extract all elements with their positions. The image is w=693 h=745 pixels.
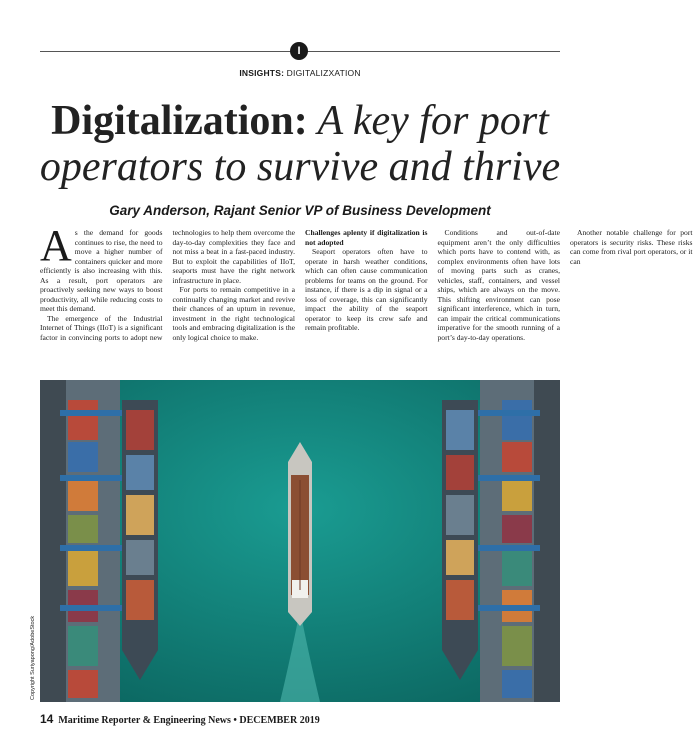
byline: Gary Anderson, Rajant Senior VP of Business Development xyxy=(109,203,491,218)
article-headline xyxy=(20,98,580,190)
article-body xyxy=(40,221,693,350)
paragraph-2: The emergence of the Industrial Internet of Things (IIoT) is a significant factor in convincing ports to adopt new technologies to help them overcome the day-to-day complexities they face and not miss a beat in a fast-paced industry. But to exploit the capabilities of IIoT, seaports must have the right network infrastructure in place. xyxy=(40,228,295,343)
paragraph-6: Another notable challenge for port operators is security risks. These risks can come from rival port operators, or it can xyxy=(570,228,693,266)
headline-strong: Digitalization: xyxy=(51,98,308,144)
paragraph-5: Conditions and out-of-date equipment aren’t the only difficulties which ports have to contend with, as complex environments often have lots of moving parts such as cranes, vehicles, staff, containers, and vessel ships, which are always on the move. This shifting environment can pose significant interference, which in turn, can impair the critical communications imperative for the smooth running of a port’s day-to-day operations. xyxy=(437,228,560,343)
section-tag xyxy=(0,68,600,78)
section-tag-bold: INSIGHTS: xyxy=(239,68,285,78)
right-ship-cargo xyxy=(446,410,474,620)
paragraph-1-text: s the demand for goods continues to rise, the need to move a higher number of containers quicker and more efficiently is also increasing with this. As a result, port operators are proactively seeking new ways to boost productivity, all while reducing costs to meet this demand. xyxy=(40,228,163,314)
publication-info: Maritime Reporter & Engineering News • DECEMBER 2019 xyxy=(58,715,320,726)
paragraph-3: For ports to remain competitive in a continually changing market and revive their chances of an upturn in revenue, investment in the right technological tools and embracing digitalization is the only logical choice to make. xyxy=(172,285,295,343)
page-number: 14 xyxy=(40,712,54,726)
section-badge-icon: I xyxy=(290,42,308,60)
paragraph-1 xyxy=(40,221,163,314)
center-vessel xyxy=(288,442,312,626)
section-tag-rest: DIGITALIZXATION xyxy=(284,68,361,78)
paragraph-4: Seaport operators often have to operate in harsh weather conditions, which can often cause communication problems for teams on the ground. For instance, if there is a dip in signal or a loss of coverage, this can significantly impact the ability of the seaport operator to keep its crew safe and remain profitable. xyxy=(305,247,428,333)
drop-cap: A xyxy=(40,221,72,270)
section-rule xyxy=(40,40,560,62)
left-dock-road xyxy=(40,380,66,702)
right-dock-road xyxy=(534,380,560,702)
subhead: Challenges aplenty if digitalization is not adopted xyxy=(305,228,428,247)
left-ship-cargo xyxy=(126,410,154,620)
port-aerial-photo xyxy=(40,380,560,702)
photo-credit: Copyright Suriyapong/AdobeStock xyxy=(30,615,36,700)
headline-italic-2: operators to survive and thrive xyxy=(39,144,561,190)
headline-italic-1: A key for port xyxy=(307,98,549,144)
page-footer xyxy=(40,712,320,726)
